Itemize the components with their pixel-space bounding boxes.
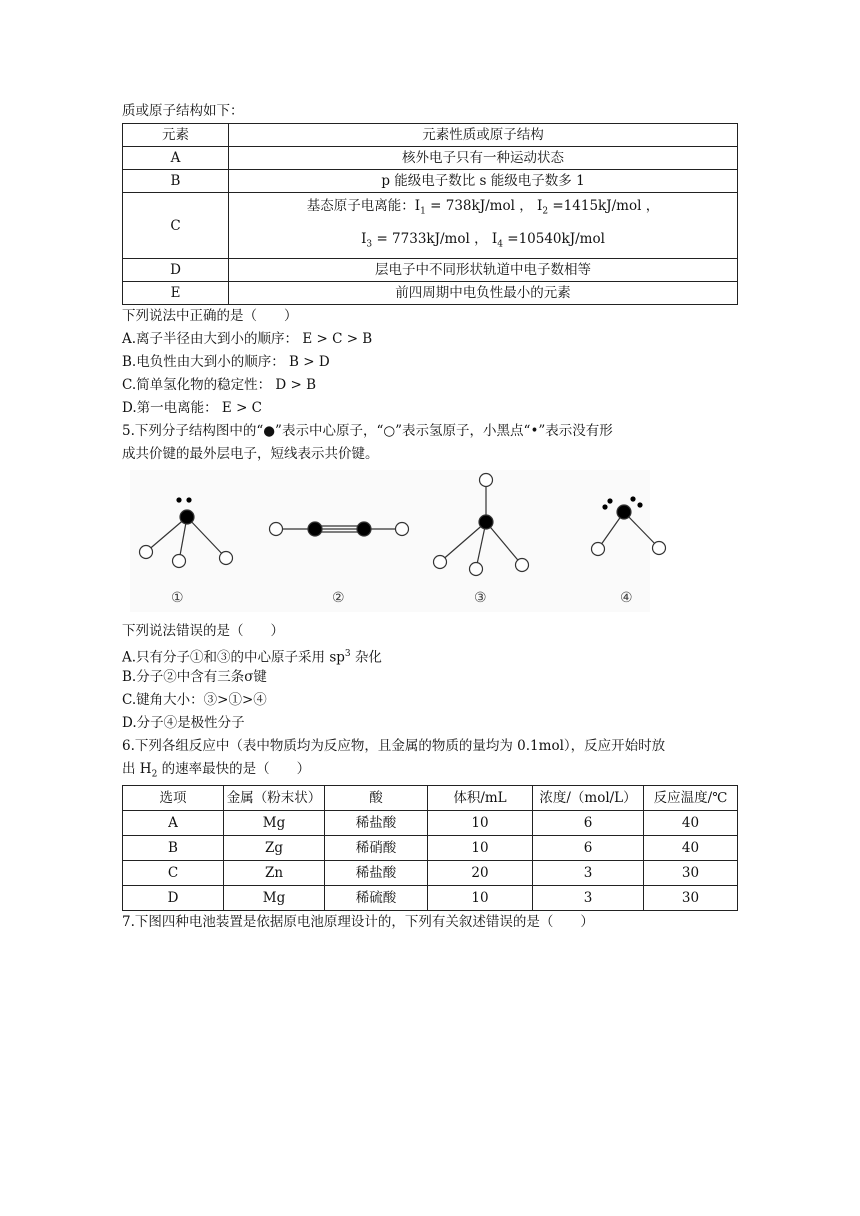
table-header-row	[123, 786, 738, 811]
hydrogen-atom	[140, 546, 153, 559]
q4-option-c: C.简单氢化物的稳定性： D > B	[122, 377, 317, 394]
table-cell: 10	[428, 886, 533, 911]
central-atom	[617, 505, 631, 519]
table-row	[123, 861, 738, 886]
table-cell: 40	[644, 836, 738, 861]
figure-label-4: ④	[620, 590, 633, 607]
q7-stem: 7.下图四种电池装置是依据原电池原理设计的，下列有关叙述错误的是（ ）	[122, 914, 594, 931]
ionization-energy-cell	[229, 193, 738, 259]
hydrogen-atom	[480, 474, 493, 487]
q6-stem-line-1: 6.下列各组反应中（表中物质均为反应物，且金属的物质的量均为 0.1mol），反应开始时放	[122, 738, 666, 755]
hydrogen-atom	[220, 552, 233, 565]
table-cell: Mg	[224, 886, 325, 911]
table-cell: 6	[533, 811, 644, 836]
table-cell: B	[123, 836, 224, 861]
ionization-line-2: $I_3 = 7733kJ/mol$ ， $I_4 =10540kJ/mol$	[361, 230, 605, 250]
table-cell: 稀盐酸	[325, 861, 428, 886]
q5-option-b: B.分子②中含有三条σ键	[122, 669, 267, 686]
q5-option-a: A.只有分子①和③的中心原子采用 $sp^3$ 杂化	[122, 649, 382, 666]
table-cell: 稀盐酸	[325, 811, 428, 836]
figure-background	[130, 470, 650, 612]
q4-option-b: B.电负性由大到小的顺序： B > D	[122, 354, 330, 371]
q5-stem-line-1: 5.下列分子结构图中的“●”表示中心原子，“○”表示氢原子，小黑点“•”表示没有形	[122, 423, 613, 440]
document-page	[122, 100, 738, 934]
lone-electron	[637, 503, 642, 508]
table-cell: 稀硫酸	[325, 886, 428, 911]
reaction-table	[122, 785, 738, 911]
table-cell: 层电子中不同形状轨道中电子数相等	[229, 259, 738, 282]
central-atom	[357, 522, 371, 536]
table-cell: A	[123, 811, 224, 836]
table-row	[123, 836, 738, 861]
table-row	[123, 811, 738, 836]
element-table	[122, 123, 738, 305]
table-row	[123, 170, 738, 193]
figure-label-2: ②	[332, 590, 345, 607]
table-cell: Mg	[224, 811, 325, 836]
table-cell: 核外电子只有一种运动状态	[229, 147, 738, 170]
q5-option-c: C.键角大小：③>①>④	[122, 692, 267, 709]
table-cell: 3	[533, 886, 644, 911]
q5-stem-line-2: 成共价键的最外层电子，短线表示共价键。	[122, 446, 379, 463]
table-cell: 40	[644, 811, 738, 836]
table-cell: D	[123, 886, 224, 911]
hydrogen-atom	[270, 523, 283, 536]
table-cell: 30	[644, 861, 738, 886]
lone-electron	[602, 505, 607, 510]
table-cell: A	[123, 147, 229, 170]
q6-stem-line-2: 出 $H_2$ 的速率最快的是（ ）	[122, 761, 311, 781]
central-atom	[180, 510, 194, 524]
table-header: 选项	[123, 786, 224, 811]
hydrogen-atom	[173, 555, 186, 568]
q4-stem: 下列说法中正确的是（ ）	[122, 308, 298, 325]
lone-electron	[176, 498, 181, 503]
table-cell: D	[123, 259, 229, 282]
hydrogen-atom	[434, 556, 447, 569]
ionization-line-1: 基态原子电离能：$I_1 = 738kJ/mol$ ， $I_2 =1415kJ/mol$ ，	[306, 198, 660, 217]
q4-option-a: A.离子半径由大到小的顺序： E > C > B	[122, 331, 373, 348]
molecule-figure	[122, 470, 738, 618]
table-cell: 10	[428, 811, 533, 836]
figure-label-1: ①	[171, 590, 184, 607]
table-cell: 6	[533, 836, 644, 861]
table-header: 浓度/（mol/L）	[533, 786, 644, 811]
table-row	[123, 193, 738, 259]
table-cell: 30	[644, 886, 738, 911]
table-cell: 20	[428, 861, 533, 886]
table-row	[123, 886, 738, 911]
hydrogen-atom	[653, 542, 666, 555]
table-cell: 稀硝酸	[325, 836, 428, 861]
figure-label-3: ③	[474, 590, 487, 607]
q5-option-d: D.分子④是极性分子	[122, 715, 245, 732]
table-cell: Zg	[224, 836, 325, 861]
table-cell: B	[123, 170, 229, 193]
lone-electron	[186, 498, 191, 503]
table-header-row	[123, 124, 738, 147]
table-header: 酸	[325, 786, 428, 811]
hydrogen-atom	[470, 563, 483, 576]
hydrogen-atom	[592, 543, 605, 556]
table-cell: E	[123, 282, 229, 305]
table-cell: C	[123, 861, 224, 886]
central-atom	[308, 522, 322, 536]
table-header: 元素	[123, 124, 229, 147]
table-row	[123, 282, 738, 305]
table-cell: C	[123, 193, 229, 259]
table-header: 金属（粉末状）	[224, 786, 325, 811]
table-cell: 3	[533, 861, 644, 886]
table-row	[123, 147, 738, 170]
hydrogen-atom	[516, 559, 529, 572]
lone-electron	[607, 499, 612, 504]
table-header: 反应温度/℃	[644, 786, 738, 811]
table-cell: p 能级电子数比 s 能级电子数多 1	[229, 170, 738, 193]
q4-option-d: D.第一电离能： E > C	[122, 400, 263, 417]
intro-text: 质或原子结构如下：	[122, 103, 244, 119]
table-row	[123, 259, 738, 282]
hydrogen-atom	[396, 523, 409, 536]
table-cell: 10	[428, 836, 533, 861]
table-cell: Zn	[224, 861, 325, 886]
molecule-diagrams	[122, 470, 738, 618]
table-header: 元素性质或原子结构	[229, 124, 738, 147]
q5-question: 下列说法错误的是（ ）	[122, 623, 284, 640]
lone-electron	[630, 497, 635, 502]
table-header: 体积/mL	[428, 786, 533, 811]
central-atom	[479, 515, 493, 529]
table-cell: 前四周期中电负性最小的元素	[229, 282, 738, 305]
